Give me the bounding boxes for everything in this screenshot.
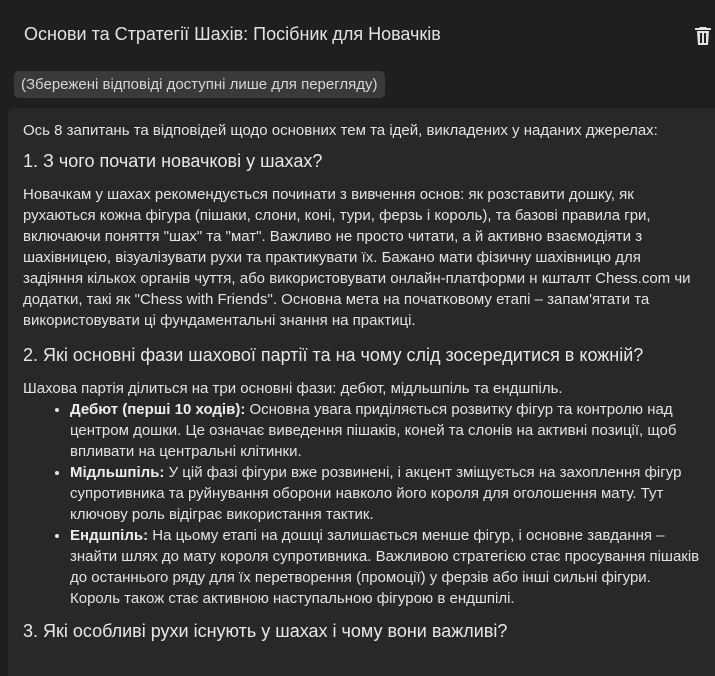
answer-panel — [8, 108, 715, 676]
list-item-text: Основна увага приділяється розвитку фігур та контролю над центром дошки. Це означає виведення пішаків, коней та слонів на активні позиції, щоб впливати на центральні клітинки. — [70, 401, 677, 460]
list-item — [70, 399, 703, 462]
list-item-term: Мідльшпіль: — [70, 464, 165, 481]
trash-icon[interactable] — [691, 24, 715, 48]
list-item-text: У цій фазі фігури вже розвинені, і акцент зміщується на захоплення фігур супротивника та руйнування оборони навколо його короля для оголошення мату. Тут ключову роль відіграє використання тактик. — [70, 464, 682, 523]
header-bar — [0, 0, 715, 68]
phase-list — [23, 399, 703, 609]
intro-text: Ось 8 запитань та відповідей щодо основних тем та ідей, викладених у наданих джерелах: — [23, 122, 658, 139]
read-only-badge: (Збережені відповіді доступні лише для перегляду) — [14, 71, 385, 98]
page-title: Основи та Стратегії Шахів: Посібник для Новачків — [24, 24, 441, 44]
trash-icon-graphic — [691, 24, 715, 48]
question-heading-1: 1. З чого почати новачкові у шахах? — [23, 151, 323, 171]
list-item — [70, 462, 703, 525]
answer-2-lead: Шахова партія ділиться на три основні фази: дебют, мідльшпіль та ендшпіль. — [23, 380, 563, 397]
answer-1: Новачкам у шахах рекомендується починати з вивчення основ: як розставити дошку, як рухаються кожна фігура (пішаки, слони, коні, тури, ферзь і король), та базові правила гри, включаючи поняття "шах" та "мат". Важливо не просто читати, а й активно взаємодіяти з шахівницею, візуалізувати рухи та практикувати їх. Бажано мати фізичну шахівницю для задіяння кількох органів чуття, або використовувати онлайн-платформи н кшталт Chess.com чи додатки, такі як "Chess with Friends". Основна мета на початковому етапі – запам'ятати та використовувати ці фундаментальні знання на практиці. — [23, 186, 691, 329]
list-item — [70, 525, 703, 609]
list-item-term: Ендшпіль: — [70, 527, 149, 544]
question-heading-3: 3. Які особливі рухи існують у шахах і чому вони важливі? — [23, 621, 508, 641]
list-item-term: Дебют (перші 10 ходів): — [70, 401, 246, 418]
question-heading-2: 2. Які основні фази шахової партії та на чому слід зосередитися в кожній? — [23, 345, 644, 365]
list-item-text: На цьому етапі на дошці залишається менше фігур, і основне завдання – знайти шлях до мату короля супротивника. Важливою стратегією стає просування пішаків до останнього ряду для їх перетворення (промоції) у ферзів або інші сильні фігури. Король також стає активною наступальною фігурою в ендшпілі. — [70, 527, 700, 607]
answer-content — [23, 120, 703, 654]
